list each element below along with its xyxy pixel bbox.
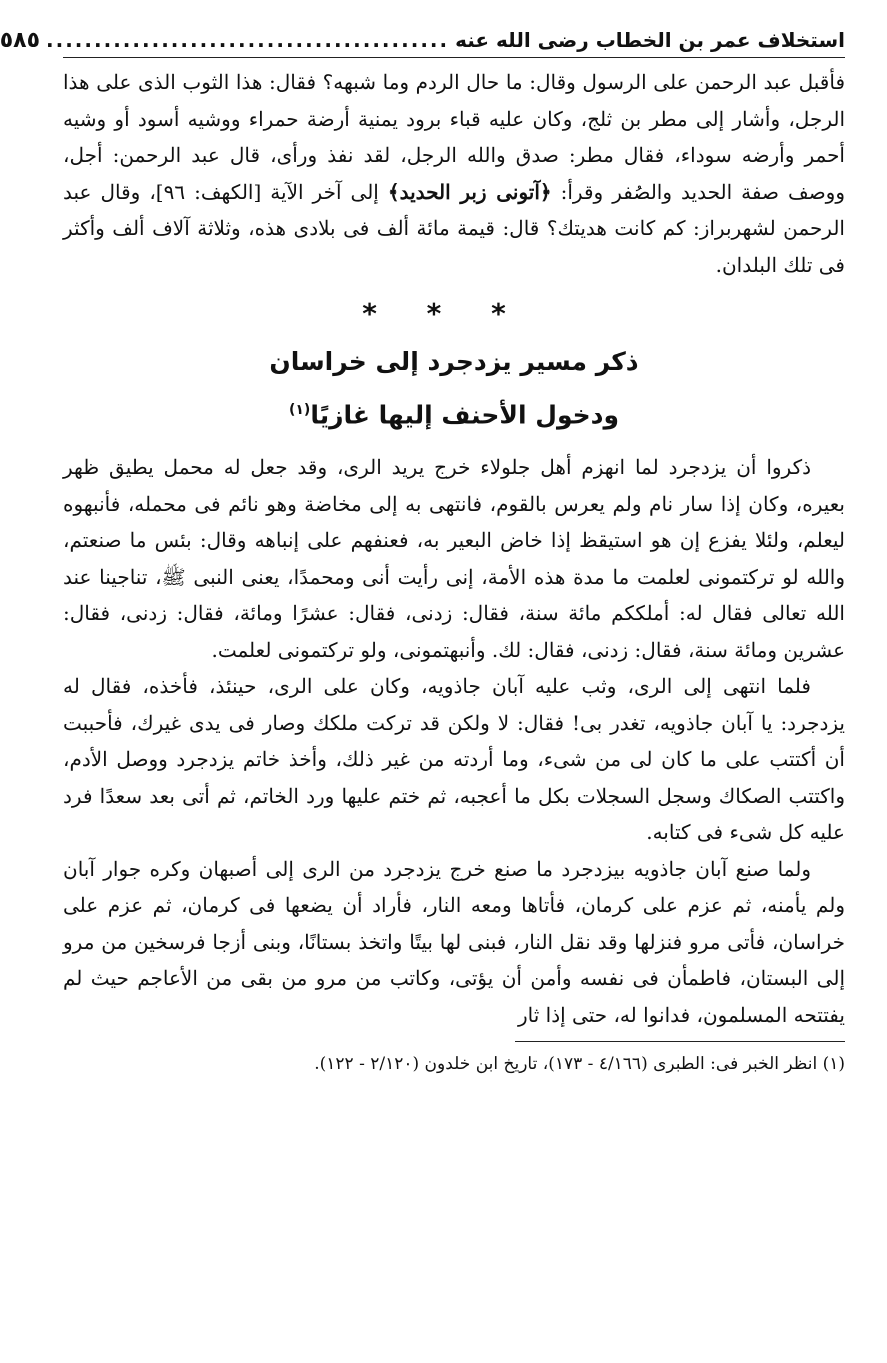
- intro-paragraph: [63, 64, 845, 283]
- footnote-marker: (١): [288, 402, 311, 418]
- paragraph-3: ولما صنع آبان جاذويه بيزدجرد ما صنع خرج يزدجرد من الرى إلى أصبهان وكره جوار آبان ولم يأمنه، ثم عزم على كرمان، فأتاها ومعه النار، فأراد أن يضعها فى كرمان، ثم عزم على خراسان، فأتى مرو فنزلها وقد نقل النار، فبنى لها بيتًا واتخذ بستانًا، وبنى أزجا فرسخين من مرو إلى البستان، فاطمأن فى نفسه وأمن أن يؤتى، وكاتب من مرو من بقى من الأعاجم حيث لم يفتتحه المسلمون، فدانوا له، حتى إذا ثار: [63, 856, 845, 1027]
- header-leader-dots: ..........................................: [46, 28, 450, 52]
- book-page: [0, 28, 845, 1078]
- page-number: ٥٨٥: [0, 28, 41, 53]
- running-header: [0, 28, 845, 58]
- chapter-title: استخلاف عمر بن الخطاب رضى الله عنه: [455, 28, 845, 52]
- paragraph-2: فلما انتهى إلى الرى، وثب عليه آبان جاذويه، وكان على الرى، حينئذ، فأخذه، فقال له يزدجرد: يا آبان جاذويه، تغدر بى! فقال: لا ولكن قد تركت ملكك وصار فى يدى غيرك، فأحببت أن أكتتب على ما كان لى من شىء، وما أردته من غير ذلك، وأخذ خاتم يزدجرد ووصل الأدم، واكتتب الصكاك وسجل السجلات بكل ما أعجبه، ثم ختم عليها ورد الخاتم، ثم أتى بعد سعدًا فرد عليه كل شىء فى كتابه.: [63, 674, 845, 845]
- intro-text-part1: فأقبل عبد الرحمن على الرسول وقال: ما حال الردم وما شبهه؟ فقال: هذا الثوب الذى على هذا الرجل، وأشار إلى مطر بن ثلج، وكان عليه قباء برود يمنية أرضة حمراء ووشيه أسود أو وشيه أحمر وأرضه سوداء، فقال مطر: صدق والله الرجل، لقد نفذ ورأى، قال عبد الرحمن: أجل، ووصف صفة الحديد والصُفر وقرأ:: [63, 70, 845, 204]
- intro-text-part2: إلى آخر الآية [الكهف: ٩٦]، وقال عبد الرحمن لشهربراز: كم كانت هديتك؟ قال: قيمة مائة ألف فى بلادى هذه، وثلاثة آلاف ألف وأكثر فى تلك البلدان.: [63, 179, 845, 277]
- paragraph-1: ذكروا أن يزدجرد لما انهزم أهل جلولاء خرج يريد الرى، وقد جعل له محمل يطيق ظهر بعيره، وكان إذا سار نام ولم يعرس بالقوم، فانتهى به إلى مخاضة وهو نائم فى محمله، فأنبهوه ليعلم، ولئلا يفزع إن هو استيقظ إذا خاض البعير به، فعنفهم على إنباهه وقال: بئس ما صنعتم، والله لو تركتمونى لعلمت ما مدة هذه الأمة، إنى رأيت أنى ومحمدًا، يعنى النبى ﷺ، تناجينا عند الله تعالى فقال له: أملككم مائة سنة، فقال: زدنى، فقال: عشرًا ومائة، فقال: زدنى، فقال: عشرين ومائة سنة، فقال: زدنى، فقال: لك. وأنبهتمونى، ولو تركتمونى لعلمت.: [63, 455, 845, 662]
- section-title-line1: ذكر مسير يزدجرد إلى خراسان: [269, 347, 639, 376]
- section-title-line2-text: ودخول الأحنف إليها غازيًا: [310, 400, 620, 430]
- footnote: (١) انظر الخبر فى: الطبرى (٤/١٦٦ - ١٧٣)، تاريخ ابن خلدون (٢/١٢٠ - ١٢٢).: [314, 1054, 845, 1075]
- footnote-divider: [515, 1041, 845, 1042]
- section-title-line2: [63, 386, 845, 439]
- section-separator: * * *: [362, 297, 526, 330]
- quran-quote: ﴿آتونى زبر الحديد﴾: [387, 179, 552, 204]
